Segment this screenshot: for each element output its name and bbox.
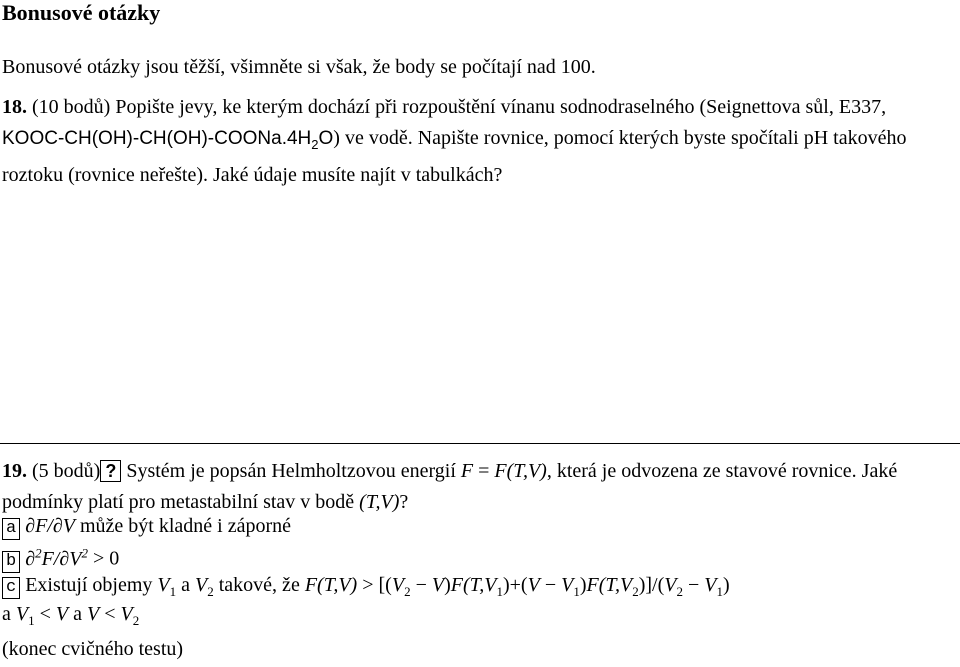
question-19-number: 19. [2,460,27,482]
option-a-checkbox[interactable]: a [2,518,20,540]
option-b[interactable] [2,545,119,573]
option-c-continuation: a $V_1 < V$ a $V < V_2$ [2,603,140,628]
question-18-formula-end: O [318,128,334,149]
divider-rule [0,443,960,444]
option-b-text: > 0 [87,547,120,570]
option-a-text: může být kladné i záporné [74,515,291,537]
option-c-checkbox[interactable]: c [2,577,20,599]
option-b-math: $\partial^2F/\partial V^2$ [25,545,88,570]
end-note: (konec cvičného testu) [2,638,184,660]
intro-text: Bonusové otázky jsou těžší, všimněte si však, že body se počítají nad 100. [2,56,596,78]
option-c[interactable]: c Existují objemy $V_1$ a $V_2$ takové, že $F(T,V) > [(V_2 - V)F(T,V_1)+(V - V_1)F(T,V_2)]/(V_2 - V_1)$ [2,574,730,600]
option-a[interactable] [2,515,291,540]
option-a-math: ∂F/∂V [25,515,75,537]
question-18 [2,92,952,191]
section-title: Bonusové otázky [2,0,161,25]
question-18-text-1: (10 bodů) Popište jevy, ke kterým dochází při rozpouštění vínanu sodnodraselného (Seignettova sůl, E337, [27,96,887,118]
question-19: 19. (5 bodů) ? Systém je popsán Helmholtzovou energií F = F(T,V), která je odvozena ze stavové rovnice. Jaké podmínky platí pro metastabilní stav v bodě (T,V)? [2,460,898,513]
question-mark-box: ? [100,460,121,482]
question-18-number: 18. [2,96,27,118]
question-19-points: (5 bodů) [27,460,101,482]
option-b-checkbox[interactable]: b [2,551,20,573]
question-18-text-2: ) ve vodě. Napište rovnice, pomocí kterých byste spočítali pH takového roztoku (rovnice neřešte). Jaké údaje musíte najít v tabulkách? [2,127,907,186]
question-18-formula: KOOC-$CH(OH)-CH(OH)-COONa.4H_2$ [2,128,319,152]
